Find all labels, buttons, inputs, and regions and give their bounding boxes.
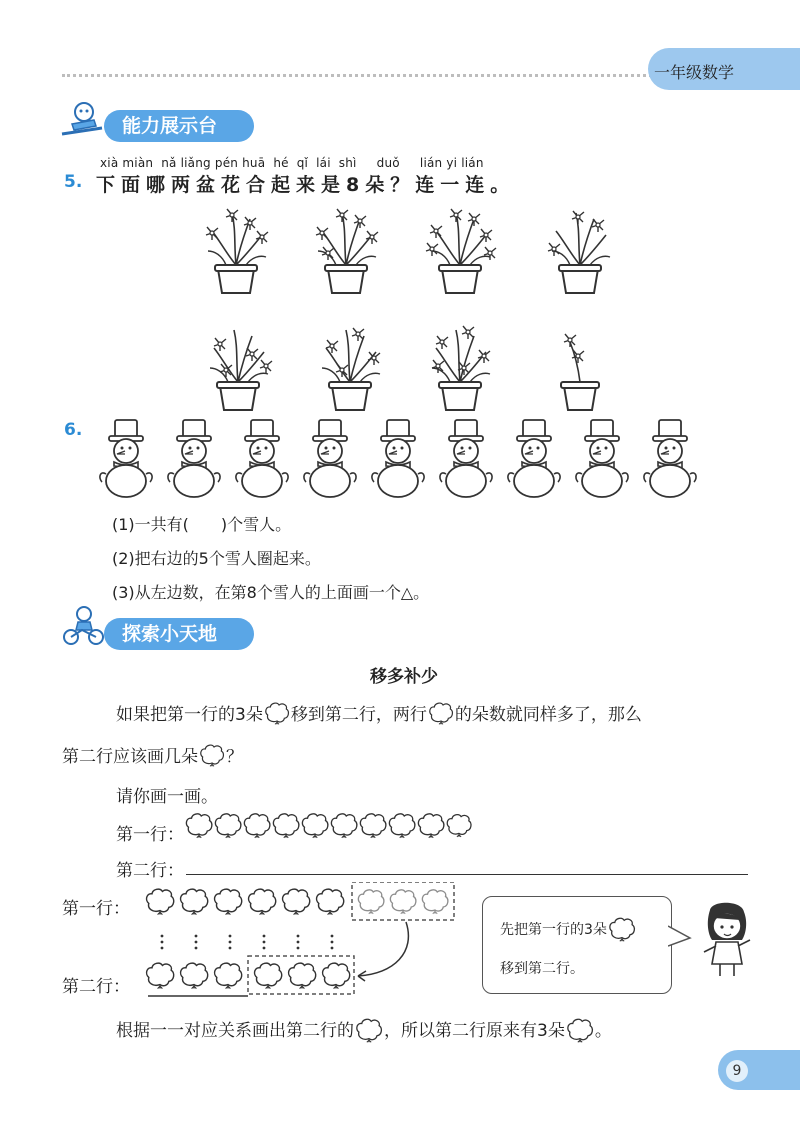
snowman-2 [164, 418, 226, 500]
practice-row2-answer-line[interactable] [186, 874, 748, 875]
flower-icon [354, 1017, 384, 1043]
snowman-8 [572, 418, 634, 500]
explore-paragraph-line1: 如果把第一行的3朵 移到第二行，两行 的朵数就同样多了，那么 [116, 700, 642, 725]
flower-icon [607, 916, 637, 942]
practice-row1-flowers [184, 808, 474, 846]
flower-icon [198, 743, 226, 767]
q6-item-1: (1)一共有( )个雪人。 [112, 515, 292, 534]
flower-icon [565, 1017, 595, 1043]
snowman-6 [436, 418, 498, 500]
bubble-line2: 移到第二行。 [500, 961, 584, 977]
section-title-ability: 能力展示台 [104, 110, 254, 142]
flowerpot-3 [420, 205, 500, 297]
snowman-3 [232, 418, 294, 500]
diagram-row1-label: 第一行： [62, 899, 130, 919]
practice-row1-label: 第一行： [116, 825, 184, 845]
cyclist-mascot-icon [60, 604, 106, 646]
q5-text: 下面哪两盆花合起来是8朵？连一连。 [96, 174, 516, 196]
flower-icon [263, 701, 291, 725]
snowman-9 [640, 418, 702, 500]
flower-icon [427, 701, 455, 725]
conclusion-sentence: 根据一一对应关系画出第二行的 ，所以第二行原来有3朵 。 [116, 1016, 612, 1043]
snowman-7 [504, 418, 566, 500]
q5-pinyin-row: xià miàn nǎ liǎng pén huā hé qǐ lái shì duǒ lián yi lián [100, 156, 484, 170]
diagram-flowers [144, 882, 464, 1004]
snowman-4 [300, 418, 362, 500]
flowerpot-6 [310, 322, 390, 414]
q5-number: 5. [64, 172, 83, 192]
flowerpot-7 [420, 322, 500, 414]
flowerpot-5 [198, 322, 278, 414]
explore-paragraph-line2: 第二行应该画几朵 ？ [62, 742, 243, 767]
speech-bubble [482, 896, 672, 994]
flowerpot-8 [540, 322, 620, 414]
grade-label: 一年级数学 [654, 63, 735, 82]
girl-illustration [696, 900, 758, 980]
section-title-explore: 探索小天地 [104, 618, 254, 650]
snowman-1 [96, 418, 158, 500]
flowerpot-1 [196, 205, 276, 297]
page-number: 9 [726, 1060, 748, 1082]
flowerpot-4 [540, 205, 620, 297]
practice-row2-label: 第二行： [116, 861, 184, 881]
diagram-row2-label: 第二行： [62, 977, 130, 997]
q6-number: 6. [64, 420, 83, 440]
q6-item-2: (2)把右边的5个雪人圈起来。 [112, 549, 321, 568]
speech-bubble-tail [668, 924, 692, 948]
snowman-5 [368, 418, 430, 500]
header-dotted-rule [62, 74, 652, 77]
skier-mascot-icon [58, 98, 104, 140]
explore-title: 移多补少 [370, 667, 438, 687]
bubble-line1: 先把第一行的3朵 [500, 916, 637, 942]
q6-item-3: (3)从左边数，在第8个雪人的上面画一个△。 [112, 583, 430, 602]
flowerpot-2 [306, 205, 386, 297]
explore-instruction: 请你画一画。 [116, 787, 218, 807]
